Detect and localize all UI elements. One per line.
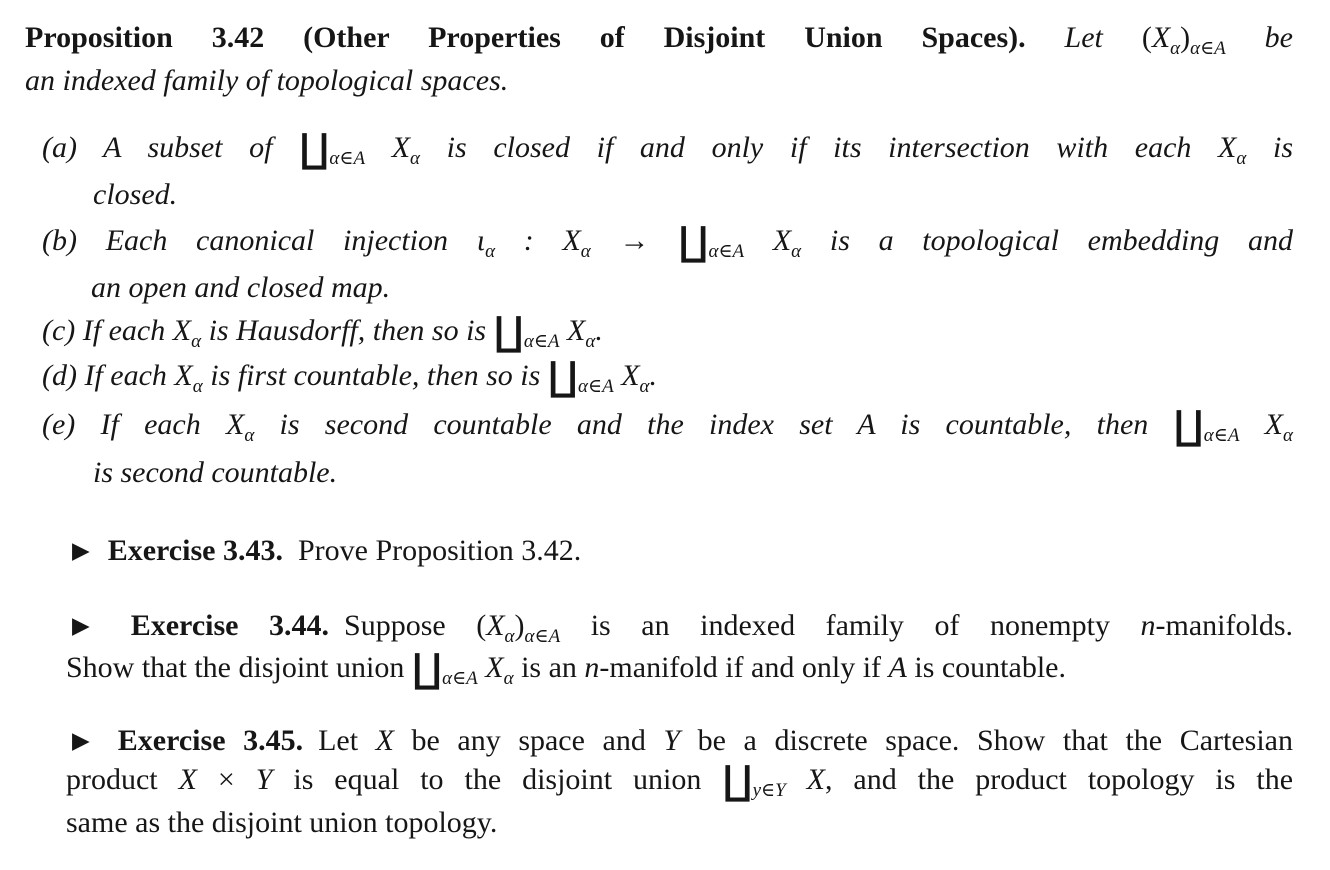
text-run: is second countable and the index set A is countable, then <box>254 408 1174 441</box>
text-run: Prove Proposition 3.42. <box>282 534 582 567</box>
text-line <box>72 529 581 573</box>
subscript-run: α∈A <box>442 668 478 689</box>
text-run: X <box>178 763 197 796</box>
text-line <box>42 126 1293 181</box>
subscript-run: α <box>410 148 421 169</box>
text-run: (b) Each canonical injection ι <box>42 224 486 257</box>
text-run: : X <box>495 224 581 257</box>
subscript-run: α∈A <box>329 148 366 169</box>
text-run: X <box>375 724 394 757</box>
text-run: (a) A subset of <box>42 131 300 164</box>
text-run: → <box>590 224 679 257</box>
text-run: Y <box>255 763 273 796</box>
text-run: Y <box>663 724 681 757</box>
subscript-run: α <box>1170 38 1181 59</box>
exercise-marker-icon: ▶ <box>72 538 90 564</box>
subscript-run: y∈Y <box>752 780 786 801</box>
text-line <box>91 266 390 310</box>
text-run: (d) If each X <box>42 359 193 392</box>
text-run: X <box>744 224 792 257</box>
exercise-marker-icon: ▶ <box>72 728 100 754</box>
text-run: is an <box>513 651 585 684</box>
text-run: X <box>486 609 505 642</box>
text-run: an open and closed map. <box>91 271 391 304</box>
subscript-run: α <box>791 241 802 262</box>
subscript-run: α∈A <box>524 626 561 647</box>
subscript-run: α∈A <box>708 241 745 262</box>
text-run: ) <box>1180 21 1191 54</box>
text-run: is equal to the disjoint union <box>272 763 723 796</box>
text-line <box>93 451 337 495</box>
text-run: Show that the disjoint union <box>66 651 412 684</box>
text-run: n <box>584 651 600 684</box>
coproduct-symbol: ∐ <box>1173 403 1204 449</box>
text-run: closed. <box>93 178 178 211</box>
coproduct-symbol: ∐ <box>411 646 443 692</box>
exercise-marker-icon: ▶ <box>72 613 113 639</box>
text-line <box>72 719 1293 763</box>
text-run: n <box>1140 609 1156 642</box>
text-run: is closed if and only if its intersection with each X <box>420 131 1237 164</box>
subscript-run: α <box>1236 148 1247 169</box>
text-run: Proposition 3.42 (Other Properties of Disjoint Union Spaces). <box>25 21 1026 54</box>
text-line <box>66 646 1066 701</box>
subscript-run: α∈A <box>1190 38 1226 59</box>
text-run: be a discrete space. Show that the Cartesian <box>680 724 1293 757</box>
text-run: product <box>66 763 179 796</box>
text-run: X <box>477 651 504 684</box>
text-run: (e) If each X <box>42 408 245 441</box>
text-run: Exercise 3.44. <box>130 609 330 642</box>
text-run: is second countable. <box>93 456 338 489</box>
subscript-run: α <box>639 376 650 397</box>
text-run: X <box>1239 408 1284 441</box>
text-run: ) <box>514 609 525 642</box>
subscript-run: α <box>580 241 591 262</box>
coproduct-symbol: ∐ <box>299 126 330 172</box>
subscript-run: α <box>244 425 255 446</box>
coproduct-symbol: ∐ <box>547 354 579 400</box>
text-run: is first countable, then so is <box>202 359 548 392</box>
text-line <box>66 801 497 845</box>
coproduct-symbol: ∐ <box>678 219 709 265</box>
subscript-run: α <box>192 376 203 397</box>
text-line <box>42 354 657 409</box>
text-run: A <box>888 651 907 684</box>
subscript-run: α <box>504 626 515 647</box>
text-run: , and the product topology is the <box>824 763 1294 796</box>
text-run: Suppose ( <box>329 609 487 642</box>
text-run: is Hausdorff, then so is <box>201 314 494 347</box>
text-run: ( <box>1141 21 1152 54</box>
text-run: -manifolds. <box>1155 609 1293 642</box>
text-run: (c) If each X <box>42 314 192 347</box>
text-run: be <box>1225 21 1293 54</box>
text-run: Let <box>1025 21 1142 54</box>
text-run: X <box>785 763 825 796</box>
subscript-run: α∈A <box>1203 425 1240 446</box>
text-run: Exercise 3.43. <box>107 534 283 567</box>
text-run: is countable. <box>906 651 1066 684</box>
text-run: X <box>365 131 411 164</box>
text-run: Let <box>303 724 376 757</box>
text-run: is a topological embedding and <box>801 224 1293 257</box>
text-run: be any space and <box>393 724 664 757</box>
text-run: X <box>613 359 640 392</box>
text-run: -manifold if and only if <box>599 651 889 684</box>
coproduct-symbol: ∐ <box>722 758 753 804</box>
text-run: X <box>559 314 586 347</box>
subscript-run: α <box>585 331 596 352</box>
text-run: is <box>1246 131 1293 164</box>
text-line <box>93 173 177 217</box>
text-run: is an indexed family of nonempty <box>560 609 1141 642</box>
text-run: × <box>196 763 256 796</box>
text-run: an indexed family of topological spaces. <box>25 64 509 97</box>
text-run: same as the disjoint union topology. <box>66 806 498 839</box>
subscript-run: α <box>191 331 202 352</box>
text-run: . <box>649 359 657 392</box>
coproduct-symbol: ∐ <box>493 309 524 355</box>
text-run: Exercise 3.45. <box>117 724 304 757</box>
subscript-run: α∈A <box>523 331 560 352</box>
subscript-run: α <box>503 668 514 689</box>
text-line <box>42 403 1293 458</box>
subscript-run: α <box>1283 425 1293 446</box>
subscript-run: α <box>485 241 496 262</box>
text-run: X <box>1151 21 1171 54</box>
text-line <box>25 59 508 103</box>
text-run: . <box>595 314 603 347</box>
subscript-run: α∈A <box>578 376 614 397</box>
